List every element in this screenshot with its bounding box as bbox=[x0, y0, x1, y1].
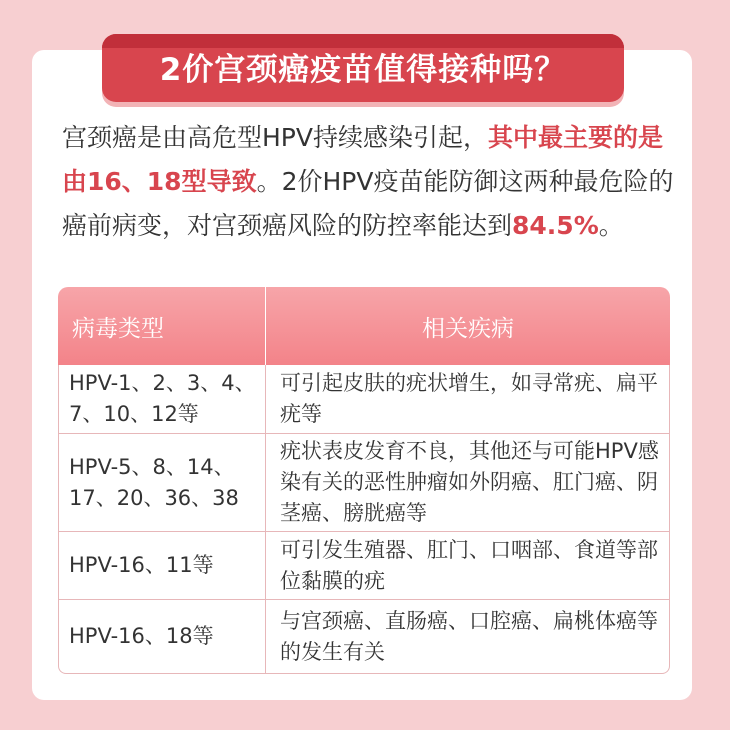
intro-highlight-rate: 84.5% bbox=[512, 211, 599, 240]
intro-paragraph bbox=[62, 116, 680, 248]
header-related-disease: 相关疾病 bbox=[265, 287, 670, 365]
intro-highlight-types: 其中最主要的是由16、18型导致 bbox=[62, 123, 663, 196]
disease-cell: 可引发生殖器、肛门、口咽部、食道等部位黏膜的疣 bbox=[265, 532, 670, 600]
header-virus-type: 病毒类型 bbox=[58, 287, 265, 365]
table-row bbox=[58, 365, 670, 434]
intro-text-1: 宫颈癌是由高危型HPV持续感染引起， bbox=[62, 123, 488, 152]
virus-type-cell: HPV-16、11等 bbox=[58, 532, 265, 600]
table-header-row bbox=[58, 287, 670, 365]
table-row bbox=[58, 600, 670, 674]
virus-type-cell: HPV-1、2、3、4、7、10、12等 bbox=[58, 365, 265, 434]
virus-type-cell: HPV-5、8、14、17、20、36、38 bbox=[58, 434, 265, 532]
disease-cell: 疣状表皮发育不良，其他还与可能HPV感染有关的恶性肿瘤如外阴癌、肛门癌、阴茎癌、膀胱癌等 bbox=[265, 434, 670, 532]
disease-cell: 可引起皮肤的疣状增生，如寻常疣、扁平疣等 bbox=[265, 365, 670, 434]
page-title: 2价宫颈癌疫苗值得接种吗？ bbox=[159, 52, 567, 88]
intro-text-2: 。2价HPV疫苗能防御这两种最危险的癌前病变，对宫颈癌风险的防控率能达到 bbox=[62, 167, 674, 240]
table-row bbox=[58, 434, 670, 532]
disease-cell: 与宫颈癌、直肠癌、口腔癌、扁桃体癌等的发生有关 bbox=[265, 600, 670, 674]
title-banner bbox=[102, 34, 624, 102]
hpv-table bbox=[58, 287, 670, 674]
intro-text-3: 。 bbox=[598, 211, 624, 240]
table-row bbox=[58, 532, 670, 600]
virus-type-cell: HPV-16、18等 bbox=[58, 600, 265, 674]
